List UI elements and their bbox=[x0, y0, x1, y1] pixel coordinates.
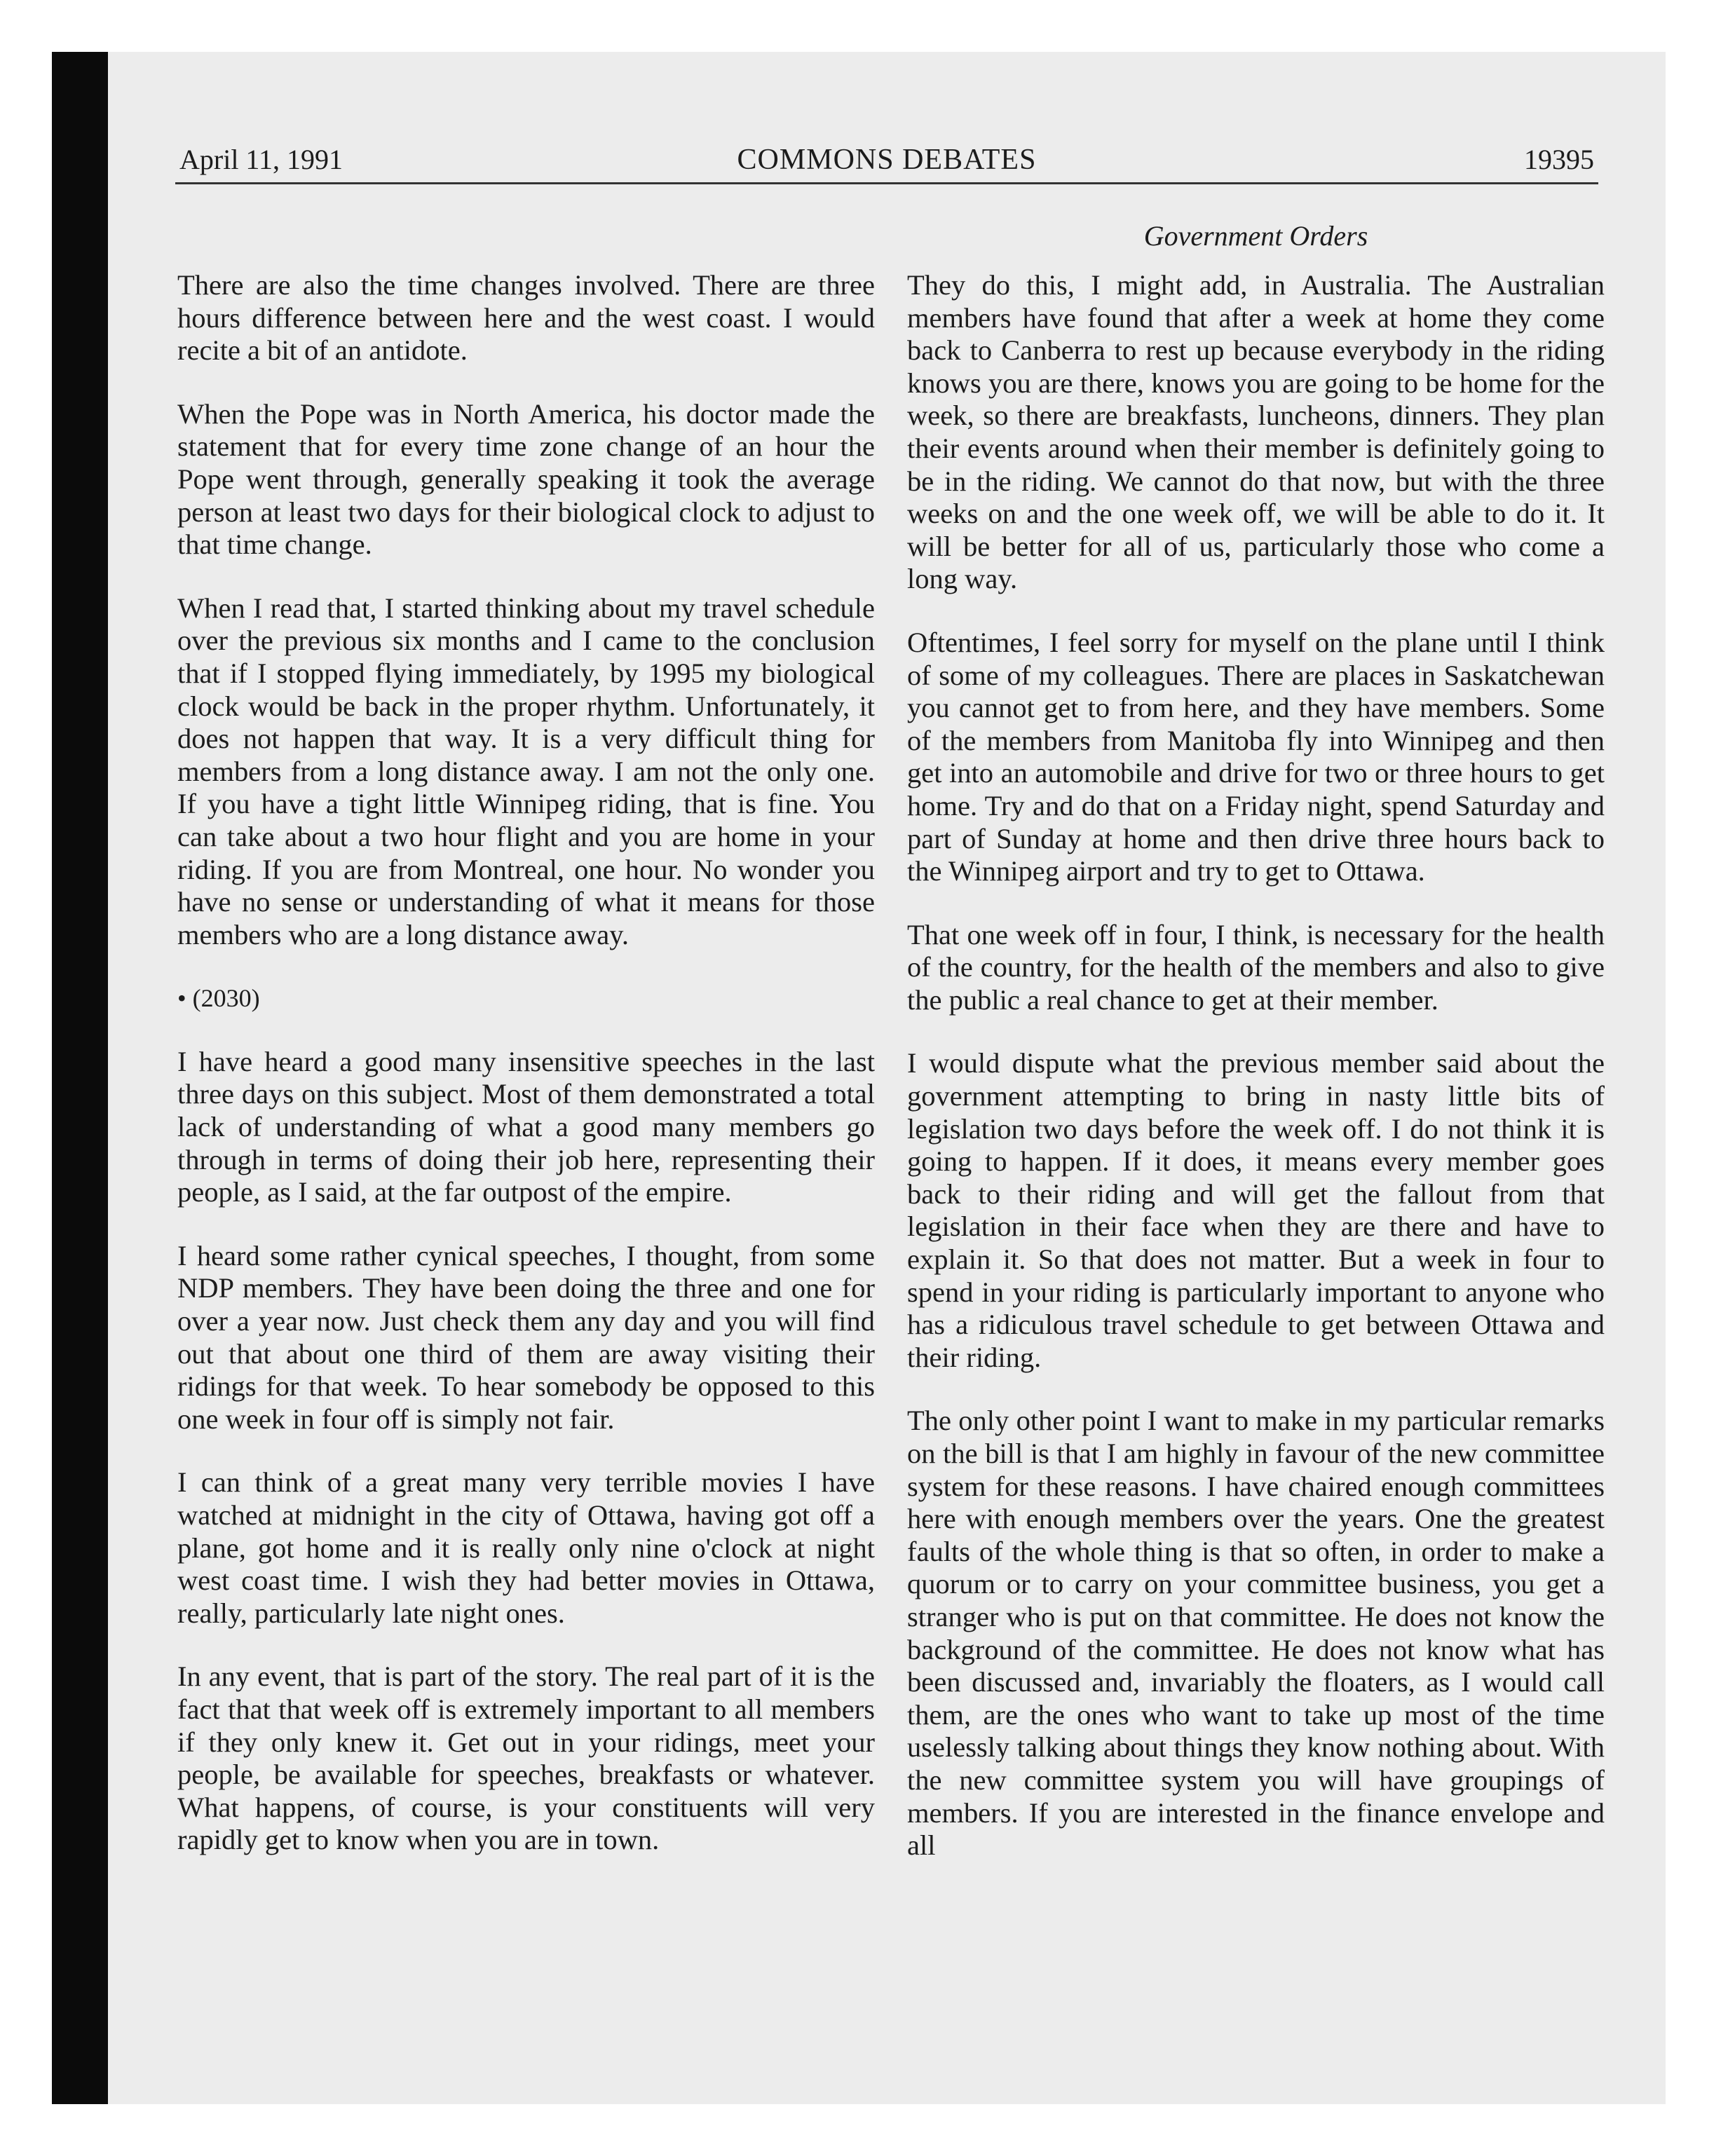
header-title: COMMONS DEBATES bbox=[737, 144, 1037, 176]
scan-border bbox=[52, 52, 108, 2104]
paragraph: They do this, I might add, in Australia. The Australian members have found that after a week at home they come back to Canberra to rest up because everybody in the riding knows you are there, knows you are going to be home for the week, so there are breakfasts, luncheons, dinners. They plan their events around when their member is definitely going to be in the riding. We cannot do that now, but with the three weeks on and the one week off, we will be able to do it. It will be better for all of us, particularly those who come a long way. bbox=[907, 269, 1605, 595]
paragraph: When the Pope was in North America, his doctor made the statement that for every time zone change of an hour the Pope went through, generally speaking it took the average person at least two days for their biological clock to adjust to that time change. bbox=[177, 397, 875, 561]
left-column bbox=[177, 269, 875, 1857]
header-page-number: 19395 bbox=[1524, 144, 1594, 175]
paragraph: I have heard a good many insensitive speeches in the last three days on this subject. Most of them demonstrated a total lack of understanding of what a good many members go through in terms of doing their job here, representing their people, as I said, at the far outpost of the empire. bbox=[177, 1045, 875, 1208]
paragraph: I would dispute what the previous member said about the government attempting to bring in nasty little bits of legislation two days before the week off. I do not think it is going to happen. If it does, it means every member goes back to their riding and will get the fallout from that legislation in their face when they are there and have to explain it. So that does not matter. But a week in four to spend in your riding is particularly important to anyone who has a ridiculous travel schedule to get between Ottawa and their riding. bbox=[907, 1047, 1605, 1373]
right-column bbox=[907, 269, 1605, 1862]
page-header bbox=[179, 139, 1594, 181]
paragraph: I heard some rather cynical speeches, I thought, from some NDP members. They have been doing the three and one for over a year now. Just check them any day and you will find out that about one third of them are away visiting their ridings for that week. To hear somebody be opposed to this one week in four off is simply not fair. bbox=[177, 1239, 875, 1435]
time-marker: • (2030) bbox=[177, 984, 260, 1013]
section-heading: Government Orders bbox=[1143, 220, 1368, 252]
paragraph: I can think of a great many very terrible movies I have watched at midnight in the city of Ottawa, having got off a plane, got home and it is really only nine o'clock at night west coast time. I wish they had better movies in Ottawa, really, particularly late night ones. bbox=[177, 1466, 875, 1629]
paragraph: That one week off in four, I think, is necessary for the health of the country, for the health of the members and also to give the public a real chance to get at their member. bbox=[907, 918, 1605, 1016]
paragraph: The only other point I want to make in my particular remarks on the bill is that I am highly in favour of the new committee system for these reasons. I have chaired enough committees here with enough members over the years. One the greatest faults of the whole thing is that so often, in order to make a quorum or to carry on your committee business, you get a stranger who is put on that committee. He does not know the background of the committee. He does not know what has been discussed and, invariably the floaters, as I would call them, are the ones who want to take up most of the time uselessly talking about things they know nothing about. With the new committee system you will have groupings of members. If you are interested in the finance envelope and all bbox=[907, 1405, 1605, 1862]
header-rule bbox=[175, 182, 1598, 184]
header-date: April 11, 1991 bbox=[179, 144, 343, 175]
paragraph: In any event, that is part of the story. The real part of it is the fact that that week off is extremely important to all members if they only knew it. Get out in your ridings, meet your people, be available for speeches, breakfasts or whatever. What happens, of course, is your constituents will very rapidly get to know when you are in town. bbox=[177, 1660, 875, 1856]
paragraph: Oftentimes, I feel sorry for myself on the plane until I think of some of my colleagues. There are places in Saskatchewan you cannot get to from here, and they have members. Some of the members from Manitoba fly into Winnipeg and then get into an automobile and drive for two or three hours to get home. Try and do that on a Friday night, spend Saturday and part of Sunday at home and then drive three hours back to the Winnipeg airport and try to get to Ottawa. bbox=[907, 626, 1605, 887]
paragraph: When I read that, I started thinking about my travel schedule over the previous six months and I came to the conclusion that if I stopped flying immediately, by 1995 my biological clock would be back in the proper rhythm. Unfortunately, it does not happen that way. It is a very difficult thing for members from a long distance away. I am not the only one. If you have a tight little Winnipeg riding, that is fine. You can take about a two hour flight and you are home in your riding. If you are from Montreal, one hour. No wonder you have no sense or understanding of what it means for those members who are a long distance away. bbox=[177, 592, 875, 950]
paragraph: There are also the time changes involved. There are three hours difference between here and the west coast. I would recite a bit of an antidote. bbox=[177, 269, 875, 367]
